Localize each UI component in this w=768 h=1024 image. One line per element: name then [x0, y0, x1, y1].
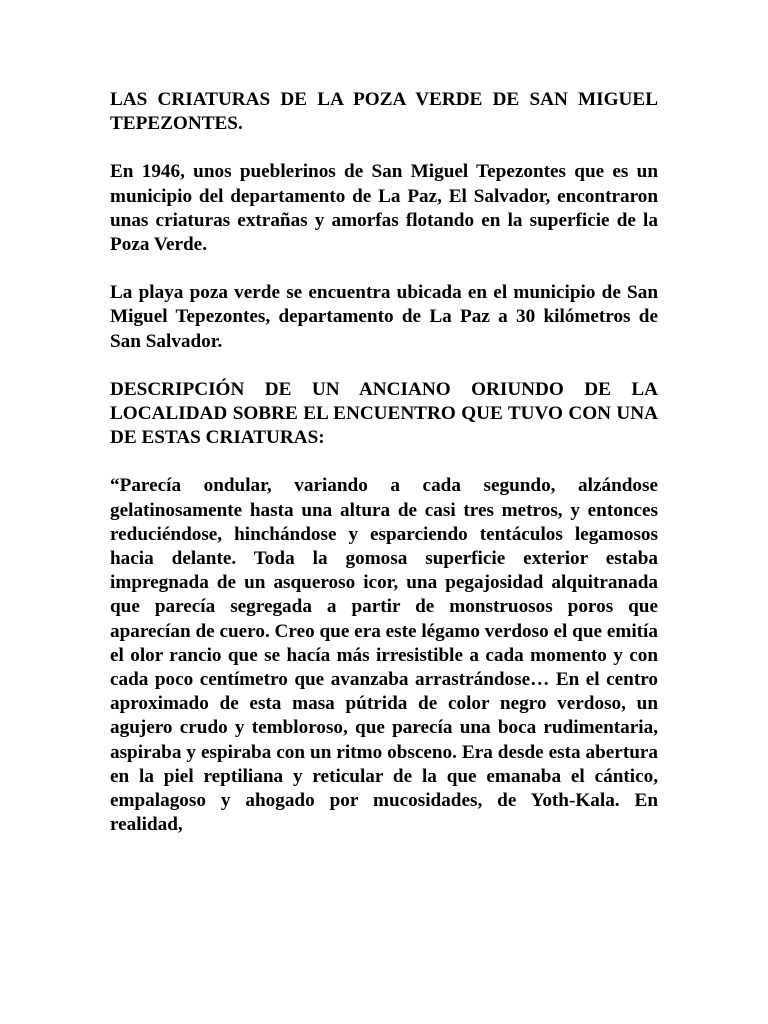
paragraph-intro: En 1946, unos pueblerinos de San Miguel Tepezontes que es un municipio del departamento de La Paz, El Salvador, encontraron unas criaturas extrañas y amorfas flotando en la superficie de la Poza Verde.	[110, 161, 658, 256]
section-heading: DESCRIPCIÓN DE UN ANCIANO ORIUNDO DE LA LOCALIDAD SOBRE EL ENCUENTRO QUE TUVO CON UNA DE ESTAS CRIATURAS:	[110, 378, 658, 449]
paragraph-location: La playa poza verde se encuentra ubicada en el municipio de San Miguel Tepezontes, departamento de La Paz a 30 kilómetros de San Salvador.	[110, 282, 658, 352]
document-page	[110, 88, 658, 861]
document-title: LAS CRIATURAS DE LA POZA VERDE DE SAN MIGUEL TEPEZONTES.	[110, 89, 658, 135]
quote-paragraph: “Parecía ondular, variando a cada segundo, alzándose gelatinosamente hasta una altura de casi tres metros, y entonces reduciéndose, hinchándose y esparciendo tentáculos legamosos hacia delante. Toda la gomosa superficie exterior estaba impregnada de un asqueroso icor, una pegajosidad alquitranada que parecía segregada a partir de monstruosos poros que aparecían de cuero. Creo que era este légamo verdoso el que emitía el olor rancio que se hacía más irresistible a cada momento y con cada poco centímetro que avanzaba arrastrándose… En el centro aproximado de esta masa pútrida de color negro verdoso, un agujero crudo y tembloroso, que parecía una boca rudimentaria, aspiraba y espiraba con un ritmo obsceno. Era desde esta abertura en la piel reptiliana y reticular de la que emanaba el cántico, empalagoso y ahogado por mucosidades, de Yoth-Kala. En realidad,	[110, 475, 658, 836]
